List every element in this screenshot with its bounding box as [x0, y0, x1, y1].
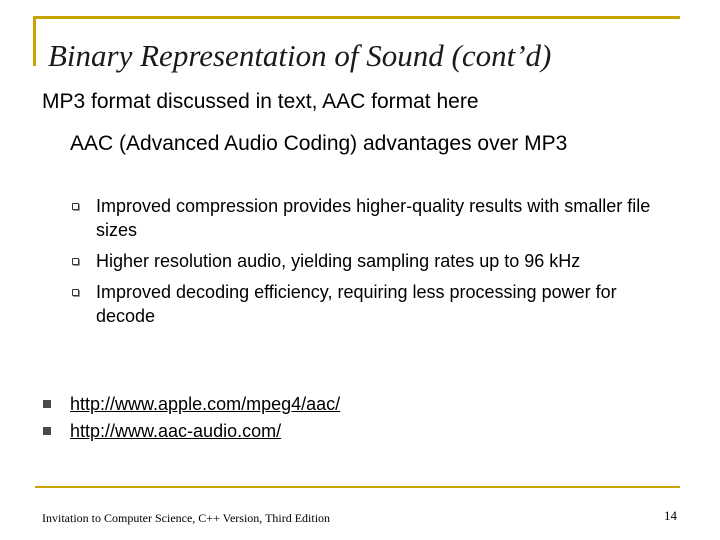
advantage-text: Higher resolution audio, yielding sampling rates up to 96 kHz — [96, 251, 581, 271]
advantage-item — [70, 249, 670, 273]
links-list — [42, 391, 340, 445]
advantage-item — [70, 280, 670, 328]
slide-title: Binary Representation of Sound (cont’d) — [48, 38, 552, 73]
footer-text: Invitation to Computer Science, C++ Version, Third Edition — [42, 511, 331, 525]
filled-square-bullet-icon — [43, 427, 51, 435]
link-item — [42, 418, 340, 445]
advantage-text: Improved decoding efficiency, requiring less processing power for decode — [96, 282, 617, 326]
footer-rule — [35, 486, 680, 488]
page-number: 14 — [664, 508, 677, 523]
apple-aac-link[interactable]: http://www.apple.com/mpeg4/aac/ — [70, 394, 341, 414]
aac-audio-link[interactable]: http://www.aac-audio.com/ — [70, 421, 282, 441]
filled-square-bullet-icon — [43, 400, 51, 408]
square-bullet-icon — [72, 203, 79, 210]
link-item — [42, 391, 340, 418]
advantage-text: Improved compression provides higher-quality results with smaller file sizes — [96, 196, 651, 240]
advantages-list — [70, 194, 670, 335]
advantage-item — [70, 194, 670, 242]
intro-line: MP3 format discussed in text, AAC format here — [42, 90, 479, 113]
title-frame-left-rule — [33, 16, 36, 66]
square-bullet-icon — [72, 258, 79, 265]
aac-subpoint: AAC (Advanced Audio Coding) advantages over MP3 — [70, 132, 568, 155]
title-frame-top-rule — [33, 16, 680, 19]
square-bullet-icon — [72, 289, 79, 296]
